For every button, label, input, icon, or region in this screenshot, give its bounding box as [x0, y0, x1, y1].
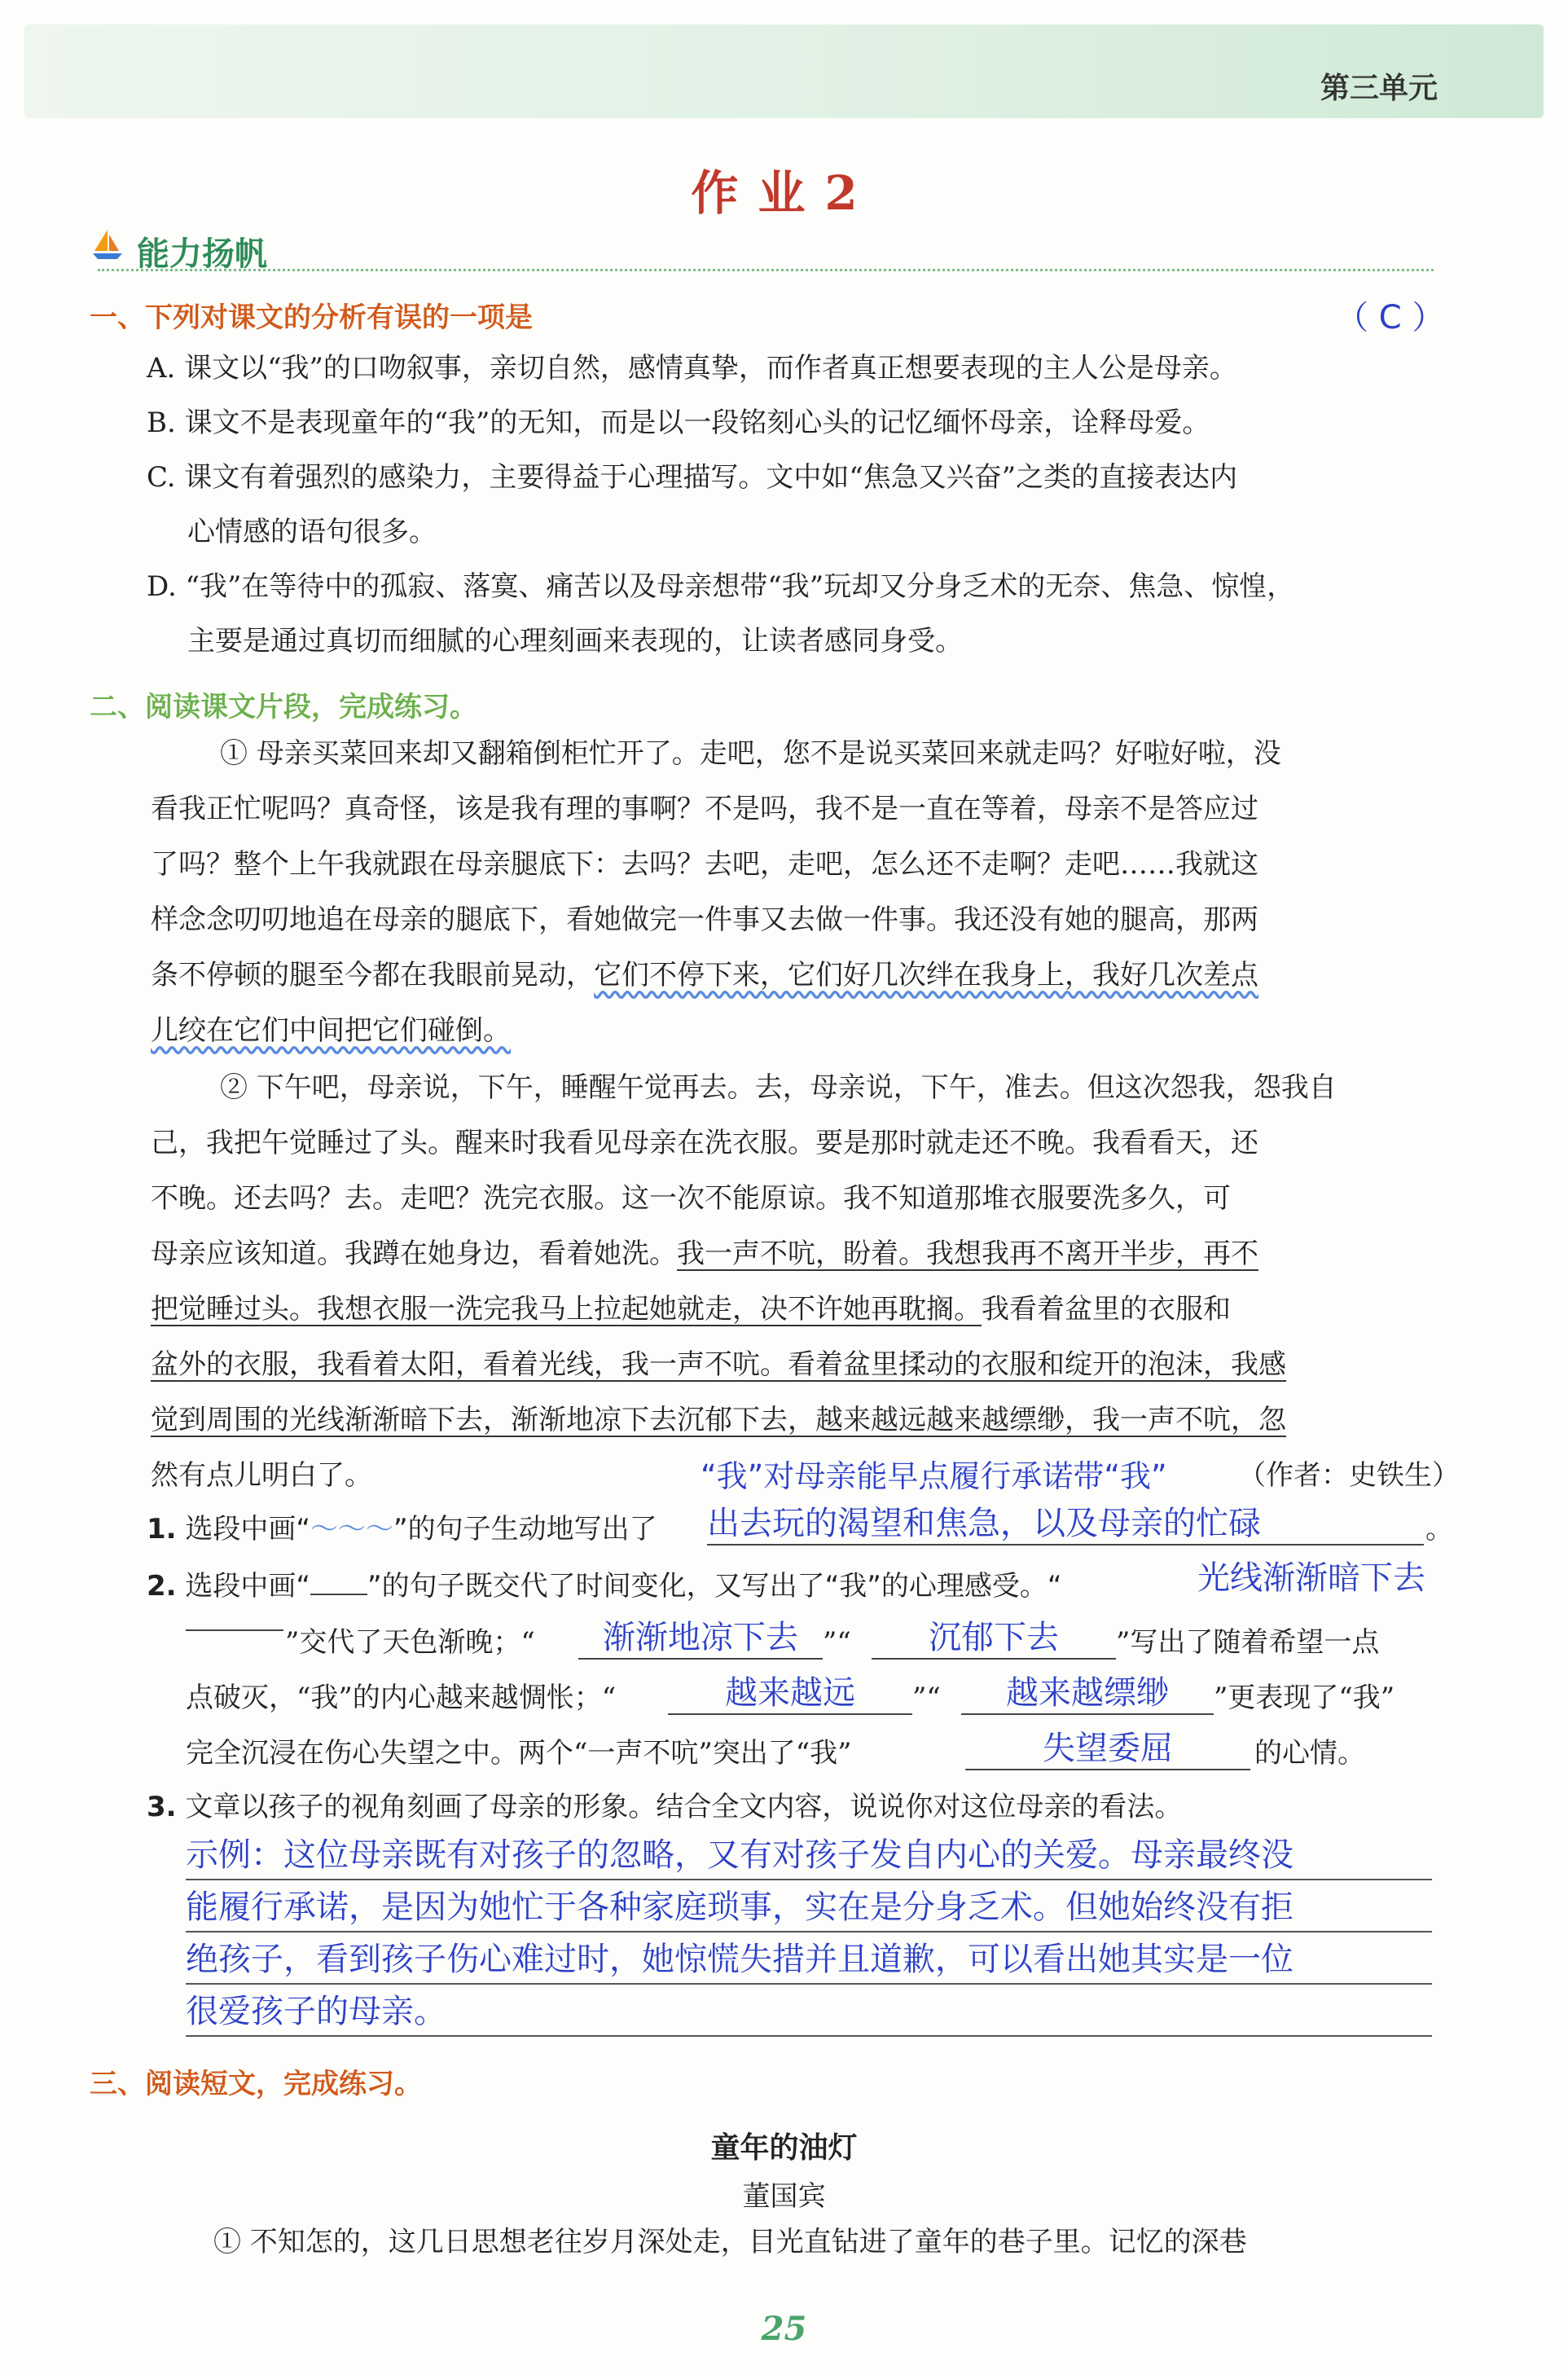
q1-answer: （ C ） [1336, 299, 1445, 336]
s1-answer-top: “我”对母亲能早点履行承诺带“我” [701, 1458, 1167, 1494]
s2-answer-4: 越来越远 [668, 1667, 912, 1715]
passage-p2-line7: 觉到周围的光线渐渐暗下去，渐渐地凉下去沉郁下去，越来越远越来越缥缈，我一声不吭，忽 [151, 1404, 1286, 1436]
q1-option-c-cont: 心情感的语句很多。 [187, 516, 437, 548]
passage-p2-line1: ② 下午吧，母亲说，下午，睡醒午觉再去。去，母亲说，下午，准去。但这次怨我，怨我自 [220, 1071, 1337, 1104]
q2-heading: 二、阅读课文片段，完成练习。 [90, 691, 477, 723]
section-heading: 能力扬帆 [137, 235, 267, 273]
wavy-underlined-sentence: 它们不停下来，它们好几次绊在我身上，我好几次差点 [594, 959, 1258, 992]
s3-answer-line3: 绝孩子，看到孩子伤心难过时，她惊慌失措并且道歉，可以看出她其实是一位 [186, 1941, 1293, 1978]
q1-option-c: C. 课文有着强烈的感染力，主要得益于心理描写。文中如“焦急又兴奋”之类的直接表达内 [147, 461, 1238, 494]
q3-heading: 三、阅读短文，完成练习。 [90, 2068, 422, 2100]
s2-text-f: 点破灭，“我”的内心越来越惆怅；“ [186, 1682, 617, 1714]
s3-answer [186, 1829, 1432, 2038]
s2-text-g: ”“ [912, 1682, 941, 1714]
s2-text-d: ”“ [823, 1626, 851, 1659]
passage-p1-line3: 了吗？整个上午我就跟在母亲腿底下：去吗？去吧，走吧，怎么还不走啊？走吧……我就这 [151, 848, 1258, 881]
s2-blank-1 [186, 1629, 283, 1631]
passage-p1-line2: 看我正忙呢吗？真奇怪，该是我有理的事啊？不是吗，我不是一直在等着，母亲不是答应过 [151, 793, 1258, 825]
s2-question-line1: 2. 选段中画“ ”的句子既交代了时间变化，又写出了“我”的心理感受。“ [147, 1570, 1062, 1603]
s3-question: 3. 文章以孩子的视角刻画了母亲的形象。结合全文内容，说说你对这位母亲的看法。 [147, 1791, 1183, 1823]
s2-answer-2: 渐渐地凉下去 [578, 1612, 823, 1660]
header-band [24, 24, 1544, 118]
s2-text-i: 完全沉浸在伤心失望之中。两个“一声不吭”突出了“我” [186, 1737, 852, 1770]
s3-answer-line4: 很爱孩子的母亲。 [186, 1993, 446, 2030]
story-author: 董国宾 [742, 2180, 826, 2213]
unit-label: 第三单元 [1320, 72, 1438, 105]
underlined-sentence: 我一声不吭，盼着。我想我再不离开半步，再不 [677, 1238, 1258, 1270]
passage-p2-line3: 不晚。还去吗？去。走吧？洗完衣服。这一次不能原谅。我不知道那堆衣服要洗多久，可 [151, 1182, 1231, 1215]
q1-option-b: B. 课文不是表现童年的“我”的无知，而是以一段铭刻心头的记忆缅怀母亲，诠释母爱。 [147, 407, 1210, 439]
passage-p2-line2: 己，我把午觉睡过了头。醒来时我看见母亲在洗衣服。要是那时就走还不晚。我看看天，还 [151, 1127, 1258, 1159]
s2-answer-1: 光线渐渐暗下去 [1197, 1559, 1425, 1597]
q1-option-a: A. 课文以“我”的口吻叙事，亲切自然，感情真挚，而作者真正想要表现的主人公是母亲。 [147, 352, 1237, 385]
q1-option-d-cont: 主要是通过真切而细腻的心理刻画来表现的，让读者感同身受。 [187, 625, 963, 657]
story-first-line: ① 不知怎的，这几日思想老往岁月深处走，目光直钻进了童年的巷子里。记忆的深巷 [213, 2226, 1247, 2258]
q1-heading: 一、下列对课文的分析有误的一项是 [90, 301, 533, 334]
s2-text-j: 的心情。 [1254, 1737, 1365, 1770]
sail-icon [91, 228, 124, 261]
s2-answer-5: 越来越缥缈 [961, 1667, 1214, 1715]
story-title: 童年的油灯 [710, 2131, 858, 2165]
q1-option-d: D. “我”在等待中的孤寂、落寞、痛苦以及母亲想带“我”玩却又分身乏术的无奈、焦急、惊惶， [147, 570, 1295, 603]
passage-author: （作者：史铁生） [1238, 1459, 1460, 1492]
s1-end: 。 [1425, 1513, 1453, 1546]
s3-answer-line1: 示例：这位母亲既有对孩子的忽略，又有对孩子发自内心的关爱。母亲最终没 [186, 1836, 1293, 1874]
s3-answer-line2: 能履行承诺，是因为她忙于各种家庭琐事，实在是分身乏术。但她始终没有拒 [186, 1889, 1293, 1926]
passage-p2-line8: 然有点儿明白了。 [151, 1459, 372, 1492]
passage-p2-line4: 母亲应该知道。我蹲在她身边，看着她洗。我一声不吭，盼着。我想我再不离开半步，再不 [151, 1238, 1258, 1270]
passage-p1-line1: ① 母亲买菜回来却又翻箱倒柜忙开了。走吧，您不是说买菜回来就走吗？好啦好啦，没 [220, 737, 1281, 770]
s1-question: 1. 选段中画“～～～”的句子生动地写出了 [147, 1513, 657, 1546]
section-divider [98, 269, 1434, 271]
page-title: 作业2 [691, 165, 877, 221]
passage-p2-line5: 把觉睡过头。我想衣服一洗完我马上拉起她就走，决不许她再耽搁。我看着盆里的衣服和 [151, 1293, 1231, 1326]
passage-p1-line6: 儿绞在它们中间把它们碰倒。 [151, 1014, 511, 1047]
s2-text-e: ”写出了随着希望一点 [1116, 1626, 1380, 1659]
page-number: 25 [761, 2310, 807, 2348]
passage-p1-line5: 条不停顿的腿至今都在我眼前晃动，它们不停下来，它们好几次绊在我身上，我好几次差点 [151, 959, 1258, 992]
s1-answer: 出去玩的渴望和焦急，以及母亲的忙碌 [707, 1497, 1424, 1546]
passage-p2-line6: 盆外的衣服，我看着太阳，看着光线，我一声不吭。看着盆里揉动的衣服和绽开的泡沫，我感 [151, 1348, 1286, 1381]
s2-text-h: ”更表现了“我” [1214, 1682, 1395, 1714]
passage-p1-line4: 样念念叨叨地追在母亲的腿底下，看她做完一件事又去做一件事。我还没有她的腿高，那两 [151, 904, 1258, 936]
s2-answer-3: 沉郁下去 [872, 1612, 1116, 1660]
s2-answer-6: 失望委屈 [965, 1722, 1250, 1770]
s2-text-c: ”交代了天色渐晚；“ [285, 1626, 535, 1659]
